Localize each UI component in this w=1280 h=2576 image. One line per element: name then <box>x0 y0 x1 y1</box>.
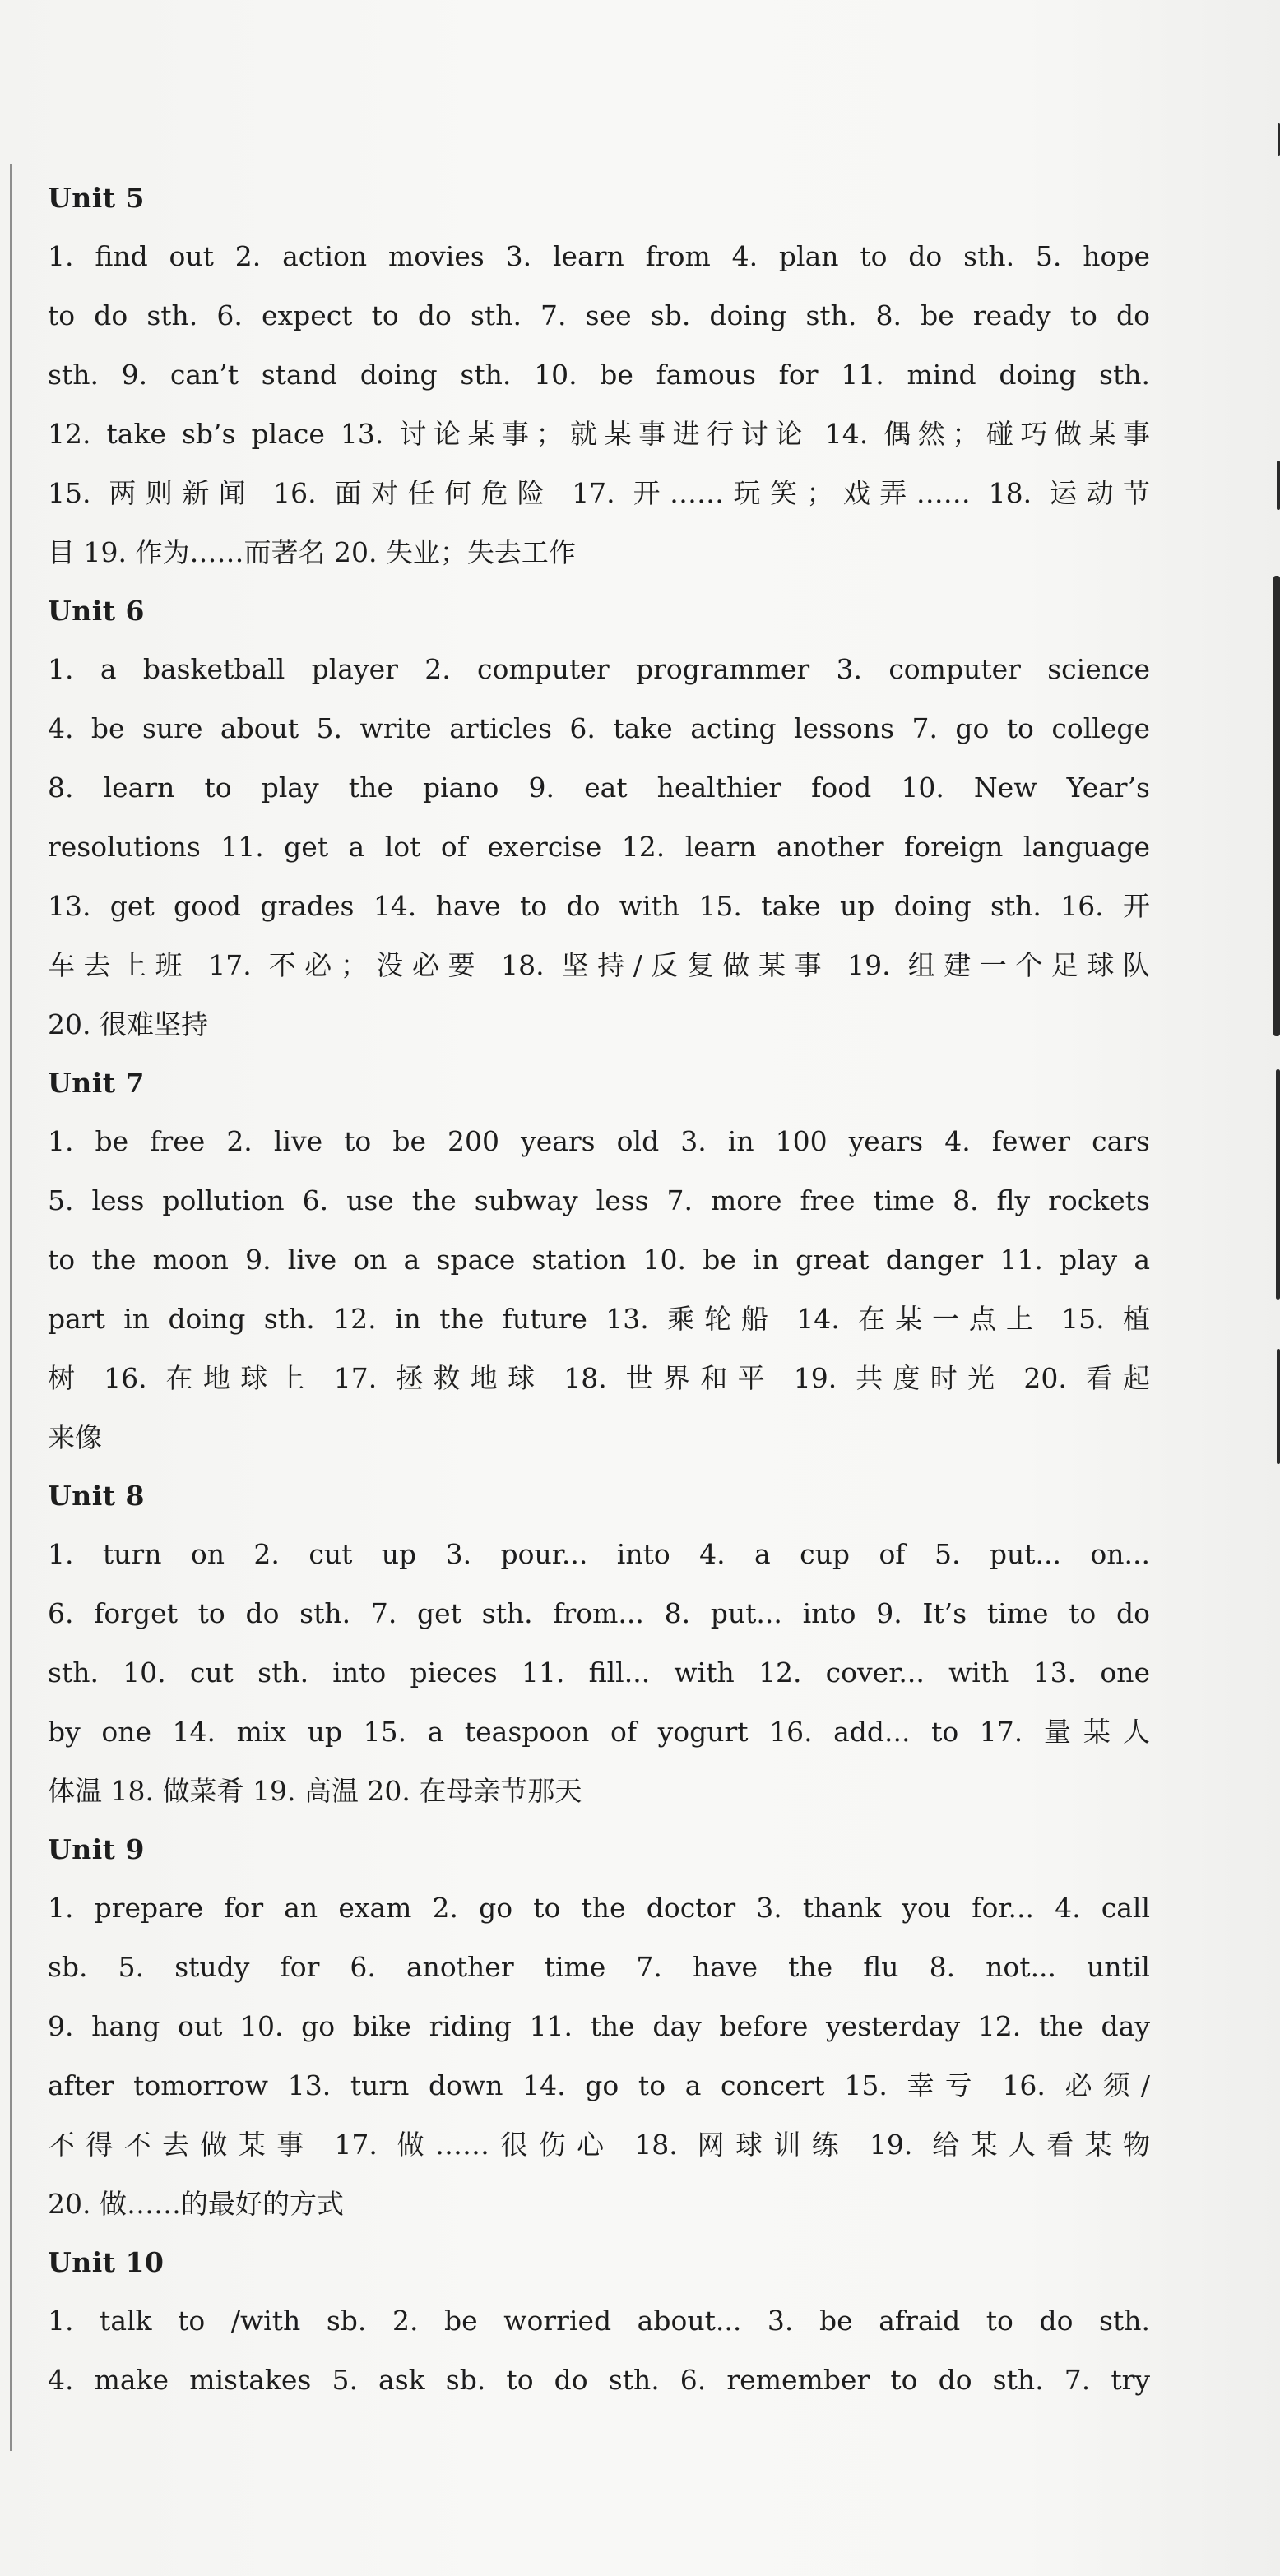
answer-line: 树 16. 在地球上 17. 拯救地球 18. 世界和平 19. 共度时光 20. 看起 <box>48 1362 1150 1394</box>
unit-title: Unit 9 <box>48 1833 146 1865</box>
unit-6-section <box>48 582 1150 1054</box>
answer-line: 9. hang out 10. go bike riding 11. the day before yesterday 12. the day <box>48 2010 1150 2042</box>
answer-content <box>48 169 1150 2410</box>
answer-line: to the moon 9. live on a space station 10. be in great danger 11. play a <box>48 1244 1150 1276</box>
answer-line: 15. 两则新闻 16. 面对任何危险 17. 开……玩笑；戏弄…… 18. 运动节 <box>48 477 1150 509</box>
answer-line: 体温 18. 做菜肴 19. 高温 20. 在母亲节那天 <box>48 1775 582 1807</box>
answer-line: after tomorrow 13. turn down 14. go to a concert 15. 幸亏 16. 必须/ <box>48 2069 1150 2101</box>
unit-title: Unit 10 <box>48 2246 165 2278</box>
answer-line: sth. 10. cut sth. into pieces 11. fill... with 12. cover... with 13. one <box>48 1656 1150 1689</box>
answer-line: 1. prepare for an exam 2. go to the doctor 3. thank you for... 4. call <box>48 1892 1150 1924</box>
answer-line: resolutions 11. get a lot of exercise 12. learn another foreign language <box>48 831 1150 863</box>
answer-line: 6. forget to do sth. 7. get sth. from... 8. put... into 9. It’s time to do <box>48 1597 1150 1629</box>
answer-line: 4. make mistakes 5. ask sb. to do sth. 6. remember to do sth. 7. try <box>48 2364 1150 2396</box>
unit-5-section <box>48 169 1150 582</box>
answer-line: sb. 5. study for 6. another time 7. have the flu 8. not... until <box>48 1951 1150 1983</box>
edge-shadow-mark <box>1276 1069 1280 1300</box>
answer-line: to do sth. 6. expect to do sth. 7. see sb. doing sth. 8. be ready to do <box>48 299 1150 331</box>
answer-line: part in doing sth. 12. in the future 13. 乘轮船 14. 在某一点上 15. 植 <box>48 1303 1150 1335</box>
answer-line: 8. learn to play the piano 9. eat healthier food 10. New Year’s <box>48 771 1150 804</box>
answer-line: 来像 <box>48 1421 102 1453</box>
answer-line: 1. turn on 2. cut up 3. pour... into 4. a cup of 5. put... on... <box>48 1538 1150 1570</box>
answer-line: 1. talk to /with sb. 2. be worried about... 3. be afraid to do sth. <box>48 2305 1150 2337</box>
unit-title: Unit 8 <box>48 1480 146 1512</box>
unit-title: Unit 7 <box>48 1067 146 1099</box>
unit-9-section <box>48 1821 1150 2234</box>
edge-shadow-mark <box>1273 576 1280 1036</box>
answer-line: 12. take sb’s place 13. 讨论某事；就某事进行讨论 14. 偶然；碰巧做某事 <box>48 418 1150 450</box>
left-margin-rule <box>10 164 12 2451</box>
unit-title: Unit 5 <box>48 182 146 214</box>
answer-line: sth. 9. can’t stand doing sth. 10. be famous for 11. mind doing sth. <box>48 359 1150 391</box>
unit-7-section <box>48 1054 1150 1467</box>
answer-line: 车去上班 17. 不必；没必要 18. 坚持/反复做某事 19. 组建一个足球队 <box>48 949 1150 981</box>
answer-line: 1. find out 2. action movies 3. learn from 4. plan to do sth. 5. hope <box>48 240 1150 272</box>
answer-line: 不得不去做某事 17. 做……很伤心 18. 网球训练 19. 给某人看某物 <box>48 2129 1150 2161</box>
unit-10-section <box>48 2234 1150 2410</box>
answer-line: 20. 很难坚持 <box>48 1008 208 1040</box>
edge-shadow-mark <box>1277 1349 1280 1464</box>
answer-line: 目 19. 作为……而著名 20. 失业；失去工作 <box>48 536 576 568</box>
answer-line: 4. be sure about 5. write articles 6. take acting lessons 7. go to college <box>48 712 1150 744</box>
edge-shadow-mark <box>1277 461 1280 510</box>
unit-8-section <box>48 1467 1150 1821</box>
answer-line: 13. get good grades 14. have to do with 15. take up doing sth. 16. 开 <box>48 890 1150 922</box>
answer-line: 5. less pollution 6. use the subway less 7. more free time 8. fly rockets <box>48 1184 1150 1216</box>
answer-line: 1. be free 2. live to be 200 years old 3. in 100 years 4. fewer cars <box>48 1125 1150 1157</box>
answer-line: by one 14. mix up 15. a teaspoon of yogurt 16. add... to 17. 量某人 <box>48 1716 1150 1748</box>
answer-line: 1. a basketball player 2. computer programmer 3. computer science <box>48 653 1150 685</box>
answer-line: 20. 做……的最好的方式 <box>48 2188 344 2220</box>
unit-title: Unit 6 <box>48 595 146 627</box>
